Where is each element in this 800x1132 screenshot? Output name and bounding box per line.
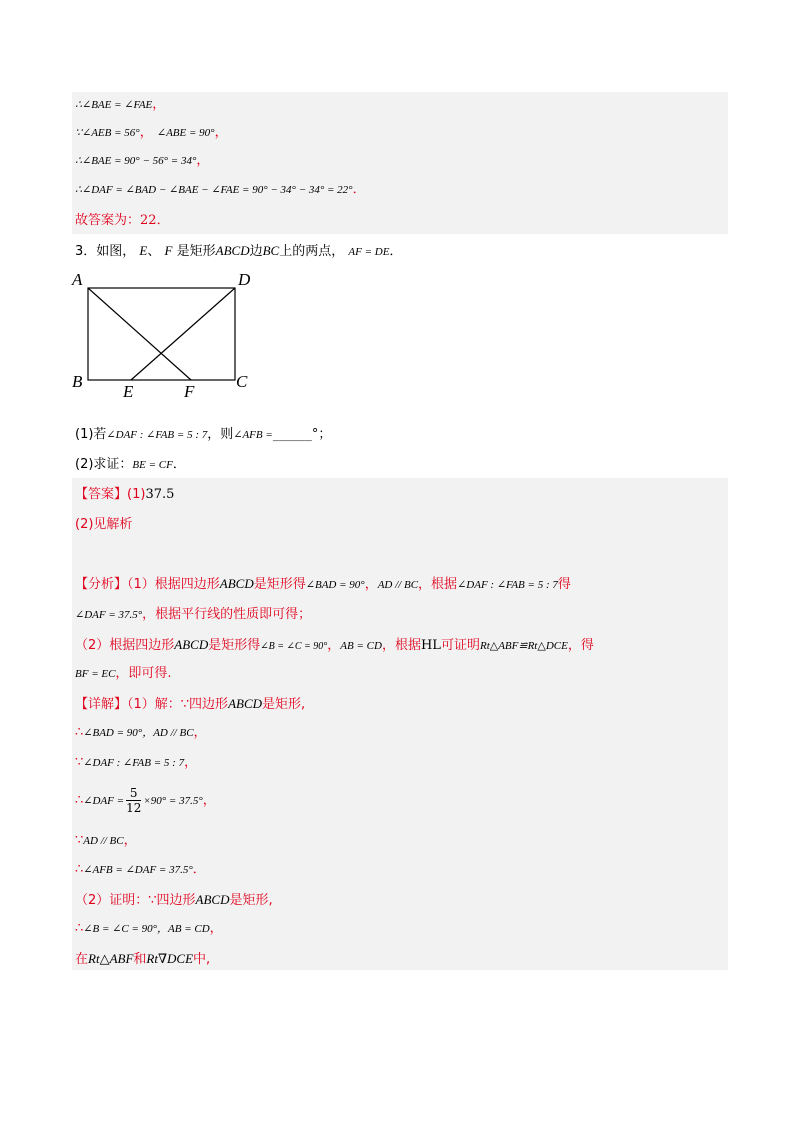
label-d: D xyxy=(238,270,251,289)
analysis-line-3: （2）根据四边形ABCD是矩形得∠B = ∠C = 90°，AB = CD，根据HL可证明Rt△ABF≌Rt△DCE，得 xyxy=(75,637,594,653)
sub-question-2: (2)求证：BE = CF． xyxy=(75,457,186,472)
step-line-1: ∴∠BAE = ∠FAE， xyxy=(75,97,166,112)
label-f: F xyxy=(184,382,195,401)
label-a: A xyxy=(72,270,83,289)
label-c: C xyxy=(236,372,248,391)
answer-line-1: 【答案】(1)37.5 xyxy=(75,487,175,502)
fraction-5-12: $\frac{5}{12}$ xyxy=(126,786,142,815)
label-e: E xyxy=(123,382,134,401)
detail-line-7: （2）证明：∵四边形ABCD是矩形, xyxy=(75,892,273,908)
rectangle-abcd xyxy=(88,288,235,380)
detail-line-5: ∵AD // BC， xyxy=(75,833,137,848)
answer-blank: ______ xyxy=(272,427,312,442)
label-b: B xyxy=(72,372,83,391)
question-statement: 3．如图， E、 F 是矩形ABCD边BC上的两点， AF = DE． xyxy=(75,243,403,259)
step-line-2: ∵∠AEB = 56°， ∠ABE = 90°， xyxy=(75,125,228,140)
analysis-line-4: BF = EC，即可得. xyxy=(75,666,172,681)
analysis-line-2: ∠DAF = 37.5°，根据平行线的性质即可得； xyxy=(75,607,312,622)
step-line-3: ∴∠BAE = 90° − 56° = 34°， xyxy=(75,153,210,168)
segment-de xyxy=(131,288,235,380)
detail-line-8: ∴∠B = ∠C = 90°，AB = CD， xyxy=(75,921,223,936)
segment-af xyxy=(88,288,191,380)
final-answer-line: 故答案为：22． xyxy=(75,213,170,228)
rectangle-diagram xyxy=(60,262,270,412)
answer-line-2: (2)见解析 xyxy=(75,517,133,532)
detail-line-6: ∴∠AFB = ∠DAF = 37.5°． xyxy=(75,862,206,877)
detail-line-4: ∴∠DAF = $\frac{5}{12}$ ×90° = 37.5°， xyxy=(75,786,216,815)
analysis-line-1: 【分析】（1）根据四边形ABCD是矩形得∠BAD = 90°，AD // BC，根据∠DAF : ∠FAB = 5 : 7得 xyxy=(75,576,571,592)
step-line-4: ∴∠DAF = ∠BAD − ∠BAE − ∠FAE = 90° − 34° − 34° = 22°． xyxy=(75,182,366,197)
sub-question-1: (1)若∠DAF : ∠FAB = 5 : 7，则∠AFB =______°； xyxy=(75,427,332,442)
detail-line-9: 在Rt△ABF和Rt∇DCE中, xyxy=(75,951,211,967)
detail-line-3: ∵∠DAF : ∠FAB = 5 : 7， xyxy=(75,755,198,770)
detail-line-1: 【详解】（1）解：∵四边形ABCD是矩形, xyxy=(75,696,306,712)
detail-line-2: ∴∠BAD = 90°，AD // BC， xyxy=(75,725,207,740)
